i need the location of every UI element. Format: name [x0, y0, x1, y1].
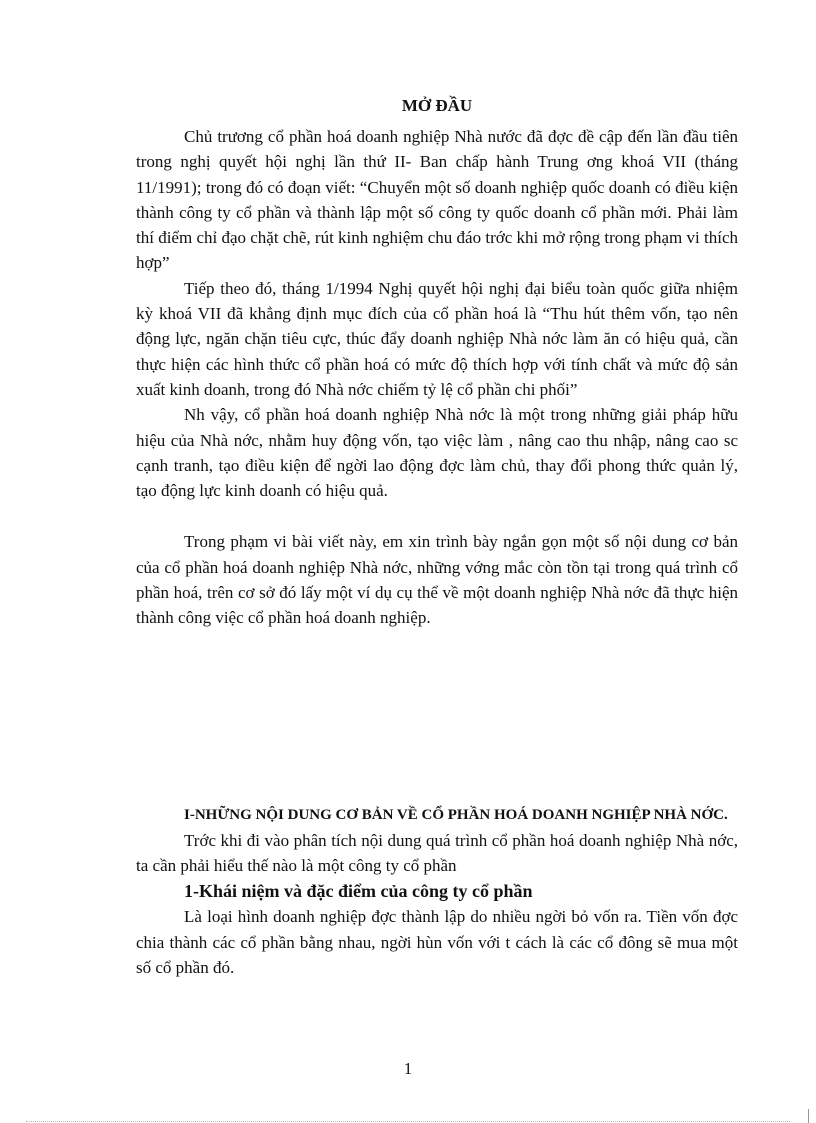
intro-paragraph-2: Tiếp theo đó, tháng 1/1994 Nghị quyết hội nghị đại biểu toàn quốc giữa nhiệm kỳ khoá VII đã khẳng định mục đích của cổ phần hoá là “Thu hút thêm vốn, tạo nên động lực, ngăn chặn tiêu cực, thúc đẩy doanh nghiệp Nhà nớc làm ăn có hiệu quả, cần thực hiện các hình thức cổ phần hoá có mức độ thích hợp với tính chất và mức độ sản xuất kinh doanh, trong đó Nhà nớc chiếm tỷ lệ cổ phần chi phối” [136, 278, 738, 399]
section-intro: Trớc khi đi vào phân tích nội dung quá trình cổ phần hoá doanh nghiệp Nhà nớc, ta cần phải hiểu thế nào là một công ty cổ phần [136, 830, 738, 875]
page-bottom-rule [26, 1121, 790, 1122]
intro-paragraph-3: Nh vậy, cổ phần hoá doanh nghiệp Nhà nớc là một trong những giải pháp hữu hiệu của Nhà nớc, nhằm huy động vốn, tạo việc làm , nâng cao thu nhập, nâng cao sc cạnh tranh, tạo điều kiện để ngời lao động đợc làm chủ, thay đổi phong thức quản lý, tạo động lực kinh doanh có hiệu quả. [136, 405, 738, 501]
subsection-paragraph: Là loại hình doanh nghiệp đợc thành lập do nhiều ngời bỏ vốn ra. Tiền vốn đợc chia thành các cổ phần bằng nhau, ngời hùn vốn với t cách là các cổ đông sẽ mua một số cổ phần đó. [136, 907, 738, 977]
section-spacer [136, 631, 738, 803]
page-corner-mark [808, 1109, 809, 1123]
section-heading: I-NHỮNG NỘI DUNG CƠ BẢN VỀ CỔ PHẦN HOÁ DOANH NGHIỆP NHÀ NỚC. [184, 806, 728, 823]
document-body [136, 96, 738, 980]
intro-paragraph-1: Chủ trương cổ phần hoá doanh nghiệp Nhà nước đã đợc đề cập đến lần đầu tiên trong nghị quyết hội nghị lần thứ II- Ban chấp hành Trung ơng khoá VII (tháng 11/1991); trong đó có đoạn viết: “Chuyển một số doanh nghiệp quốc doanh có điều kiện thành công ty cổ phần và thành lập một số công ty quốc doanh cổ phần mới. Phải làm thí điểm chỉ đạo chặt chẽ, rút kinh nghiệm chu đáo trớc khi mở rộng trong phạm vi thích hợp” [136, 127, 738, 273]
paragraph-spacer [136, 503, 738, 529]
subsection-heading: 1-Khái niệm và đặc điểm của công ty cổ phần [184, 881, 533, 902]
document-title: MỞ ĐẦU [401, 96, 473, 115]
page-number: 1 [403, 1059, 413, 1078]
intro-paragraph-4: Trong phạm vi bài viết này, em xin trình bày ngắn gọn một số nội dung cơ bản của cổ phần hoá doanh nghiệp Nhà nớc, những vớng mắc còn tồn tại trong quá trình cổ phần hoá, trên cơ sở đó lấy một ví dụ cụ thể về một doanh nghiệp Nhà nớc đã thực hiện thành công việc cổ phần hoá doanh nghiệp. [136, 532, 738, 628]
